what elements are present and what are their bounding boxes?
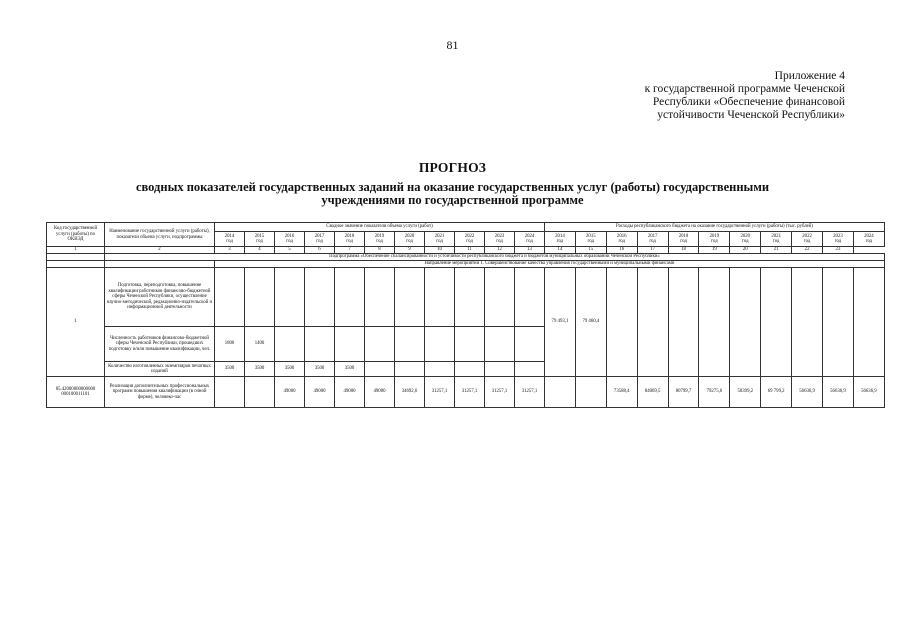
row4-expense-value: 73588,4	[606, 377, 637, 408]
year-header-volume	[245, 232, 275, 247]
year-word: год	[256, 239, 263, 244]
row4-code: 85.42000000000000 000100011101	[47, 377, 105, 408]
column-number: 9	[395, 247, 425, 254]
row4-volume-value: 31257,1	[515, 377, 545, 408]
row3-value: 3500	[275, 362, 305, 377]
year-header-volume	[455, 232, 485, 247]
row4-volume-value	[215, 377, 245, 408]
row3-value	[485, 362, 515, 377]
year-header-volume	[215, 232, 245, 247]
year-word: год	[286, 239, 293, 244]
row2-value: 1400	[245, 327, 275, 362]
year-word: год	[772, 239, 780, 244]
year-word: год	[466, 239, 473, 244]
header-volume-group: Сводное значение показателя объема услуги (работ)	[215, 223, 545, 232]
year-header-volume	[275, 232, 305, 247]
appendix-line: Республики «Обеспечение финансовой	[652, 96, 845, 108]
year-number: 2015	[254, 233, 265, 239]
year-header-expenses	[853, 232, 884, 247]
row3-value: 3500	[215, 362, 245, 377]
row4-volume-value	[245, 377, 275, 408]
year-word: год	[226, 239, 233, 244]
row4-volume-value: 31257,1	[455, 377, 485, 408]
appendix-block	[545, 70, 845, 122]
year-header-expenses	[668, 232, 699, 247]
row2-value	[305, 327, 335, 362]
column-number: 22	[792, 247, 823, 254]
year-number: 2016	[284, 233, 295, 239]
column-number: 15	[575, 247, 606, 254]
direction-row: Направление мероприятий 1. Совершенствование качества управления государственными и муниципальными финансами	[215, 261, 885, 268]
year-word: год	[649, 239, 656, 244]
year-header-volume	[485, 232, 515, 247]
year-number: 2023	[833, 233, 843, 239]
year-number: 2018	[678, 233, 689, 239]
column-number: 7	[335, 247, 365, 254]
year-word: год	[406, 239, 413, 244]
year-number: 2019	[374, 233, 385, 239]
year-header-expenses	[761, 232, 792, 247]
appendix-line: Приложение 4	[774, 70, 845, 82]
year-header-volume	[305, 232, 335, 247]
year-number: 2014	[224, 233, 235, 239]
year-header-volume	[335, 232, 365, 247]
year-header-expenses	[823, 232, 854, 247]
row1-expense-2015: 79 460,4	[575, 268, 606, 377]
subtitle-line: сводных показателей государственных заданий на оказание государственных услуг (работы) государственными	[135, 180, 770, 194]
row3-value	[515, 362, 545, 377]
row3-value	[395, 362, 425, 377]
year-number: 2020	[404, 233, 415, 239]
row4-volume-value: 49000	[335, 377, 365, 408]
row3-name: Количество изготовленных экземпляров печатных изданий	[105, 362, 215, 377]
year-number: 2018	[344, 233, 355, 239]
header-expenses-group: Расходы республиканского бюджета на оказание государственной услуги (работы) (тыс. рублей)	[545, 223, 885, 232]
row4-volume-value: 49000	[275, 377, 305, 408]
year-word: год	[803, 239, 811, 244]
forecast-table	[46, 222, 885, 408]
column-number: 8	[365, 247, 395, 254]
year-number: 2017	[647, 233, 658, 239]
page-number: 81	[446, 38, 459, 52]
row2-value	[275, 327, 305, 362]
column-number: 14	[545, 247, 576, 254]
appendix-line: устойчивости Чеченской Республики»	[657, 109, 845, 121]
year-word: год	[316, 239, 323, 244]
row4-volume-value: 31257,1	[485, 377, 515, 408]
row3-value	[425, 362, 455, 377]
row4-volume-value: 49000	[305, 377, 335, 408]
column-number: 16	[606, 247, 637, 254]
year-number: 2020	[740, 233, 751, 239]
column-number: 21	[761, 247, 792, 254]
year-number: 2024	[524, 233, 535, 239]
year-number: 2015	[586, 233, 596, 239]
column-number: 12	[485, 247, 515, 254]
year-number: 2017	[314, 233, 325, 239]
row4-expense-value: 84069,5	[637, 377, 668, 408]
column-number: 11	[455, 247, 485, 254]
row4-expense-value: 58399,2	[730, 377, 761, 408]
row2-value	[335, 327, 365, 362]
document-subtitle	[60, 181, 845, 207]
row2-name: Численность работников финансово-бюджетной сферы Чеченской Республики, прошедших подготовку и/или повышение квалификации, чел.	[105, 327, 215, 362]
document-title: ПРОГНОЗ	[418, 160, 487, 175]
row3-value	[455, 362, 485, 377]
column-number: 17	[637, 247, 668, 254]
row4-expense-value: 69 799,2	[761, 377, 792, 408]
year-word: год	[680, 239, 687, 244]
column-number: 5	[275, 247, 305, 254]
year-word: год	[496, 239, 503, 244]
year-header-expenses	[699, 232, 730, 247]
row2-value	[395, 327, 425, 362]
row4-expense-value	[575, 377, 606, 408]
column-number: 23	[823, 247, 854, 254]
year-word: год	[376, 239, 383, 244]
column-number: 3	[215, 247, 245, 254]
year-header-volume	[425, 232, 455, 247]
row1-expense-2014: 79 493,1	[545, 268, 576, 377]
year-word: год	[556, 239, 564, 244]
year-header-volume	[515, 232, 545, 247]
subtitle-line: учреждениями по государственной программе	[321, 193, 584, 207]
column-number: 1	[47, 247, 105, 254]
year-number: 2022	[802, 233, 812, 239]
year-header-expenses	[575, 232, 606, 247]
appendix-line: к государственной программе Чеченской	[644, 83, 845, 95]
row2-value: 1800	[215, 327, 245, 362]
row2-value	[425, 327, 455, 362]
row4-name: Реализация дополнительных профессиональных программ повышения квалификации (в очной форме), человеко-час	[105, 377, 215, 408]
year-number: 2014	[555, 233, 565, 239]
year-header-volume	[365, 232, 395, 247]
year-number: 2019	[709, 233, 720, 239]
row2-value	[455, 327, 485, 362]
year-number: 2016	[616, 233, 627, 239]
row4-expense-value: 56636,9	[792, 377, 823, 408]
year-word: год	[618, 239, 625, 244]
row2-value	[515, 327, 545, 362]
year-word: год	[711, 239, 718, 244]
column-number: 6	[305, 247, 335, 254]
row3-value: 3500	[305, 362, 335, 377]
column-number: 10	[425, 247, 455, 254]
year-word: год	[436, 239, 443, 244]
column-number: 4	[245, 247, 275, 254]
row4-volume-value: 49000	[365, 377, 395, 408]
row4-expense-value: 79275,6	[699, 377, 730, 408]
row4-expense-value: 56636,9	[823, 377, 854, 408]
year-word: год	[865, 239, 873, 244]
row3-value: 3500	[335, 362, 365, 377]
row2-value	[365, 327, 395, 362]
row1-name: Подготовка, переподготовка, повышение квалификации работников финансово-бюджетной сферы Чеченской Республики, осуществление научно-методической, редакционно-издательской и информационной деятельности	[105, 268, 215, 327]
year-header-expenses	[606, 232, 637, 247]
year-word: год	[526, 239, 533, 244]
year-header-expenses	[545, 232, 576, 247]
year-number: 2023	[494, 233, 505, 239]
year-word: год	[587, 239, 595, 244]
column-number: 2	[105, 247, 215, 254]
column-number: 13	[515, 247, 545, 254]
row4-expense-value: 56636,9	[853, 377, 884, 408]
year-word: год	[346, 239, 353, 244]
row2-value	[485, 327, 515, 362]
row4-volume-value: 34692,6	[395, 377, 425, 408]
column-number: 18	[668, 247, 699, 254]
year-header-expenses	[792, 232, 823, 247]
year-word: год	[742, 239, 749, 244]
year-number: 2022	[464, 233, 475, 239]
header-code: Код государственной услуги (работы) по ОКВЭД	[47, 223, 105, 247]
year-header-expenses	[637, 232, 668, 247]
year-number: 2021	[434, 233, 445, 239]
row1-code: 1	[47, 268, 105, 377]
row4-volume-value: 31257,1	[425, 377, 455, 408]
year-header-volume	[395, 232, 425, 247]
row3-value	[365, 362, 395, 377]
column-number: 19	[699, 247, 730, 254]
row3-value: 3500	[245, 362, 275, 377]
row4-expense-value: 80799,7	[668, 377, 699, 408]
header-name: Наименование государственной услуги (работы), показатели объема услуги, подпрограммы	[105, 223, 215, 247]
column-number: 20	[730, 247, 761, 254]
year-word: год	[834, 239, 842, 244]
year-number: 2021	[771, 233, 781, 239]
subprogram-row: Подпрограмма «Обеспечение сбалансированности и устойчивости республиканского бюджета и бюджетов муниципальных образований Чеченской Республики»	[105, 254, 885, 261]
row4-expense-value	[545, 377, 576, 408]
year-number: 2024	[864, 233, 874, 239]
year-header-expenses	[730, 232, 761, 247]
